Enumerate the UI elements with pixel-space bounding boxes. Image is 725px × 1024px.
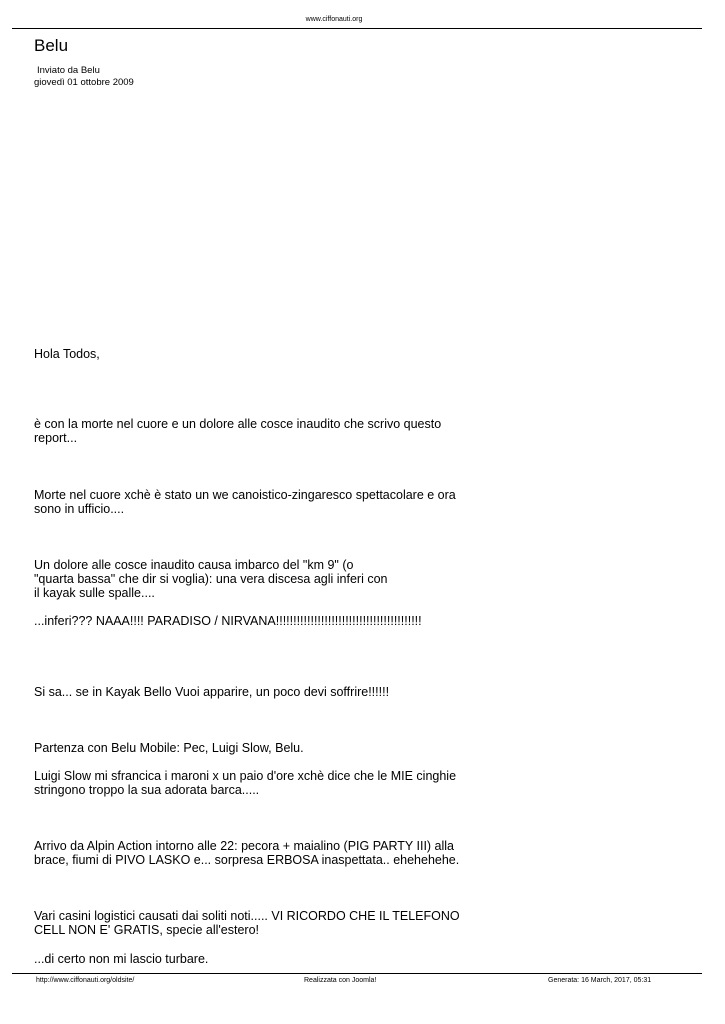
paragraph-morte: Morte nel cuore xchè è stato un we canoistico-zingaresco spettacolare e ora sono in ufficio.... bbox=[34, 488, 456, 516]
footer-generated: Generata: 16 March, 2017, 05:31 bbox=[548, 977, 652, 984]
header-divider bbox=[12, 28, 702, 29]
footer-url: http://www.ciffonauti.org/oldsite/ bbox=[36, 977, 135, 984]
paragraph-casini: Vari casini logistici causati dai soliti noti..... VI RICORDO CHE IL TELEFONO CELL NON E' GRATIS, specie all'estero! bbox=[34, 909, 460, 937]
paragraph-dolore: Un dolore alle cosce inaudito causa imbarco del "km 9" (o "quarta bassa" che dir si voglia): una vera discesa agli inferi con il kayak sulle spalle.... bbox=[34, 558, 388, 600]
date-line: giovedì 01 ottobre 2009 bbox=[34, 77, 134, 88]
paragraph-luigi: Luigi Slow mi sfrancica i maroni x un paio d'ore xchè dice che le MIE cinghie stringono troppo la sua adorata barca..... bbox=[34, 769, 457, 797]
paragraph-turbare: ...di certo non mi lascio turbare. bbox=[34, 952, 209, 966]
footer-divider bbox=[12, 973, 702, 974]
paragraph-kayak: Si sa... se in Kayak Bello Vuoi apparire, un poco devi soffrire!!!!!! bbox=[34, 685, 390, 699]
paragraph-intro: è con la morte nel cuore e un dolore alle cosce inaudito che scrivo questo report... bbox=[34, 417, 442, 445]
footer-powered-by: Realizzata con Joomla! bbox=[304, 977, 377, 984]
paragraph-arrivo: Arrivo da Alpin Action intorno alle 22: pecora + maialino (PIG PARTY III) alla brace, fiumi di PIVO LASKO e... sorpresa ERBOSA inaspettata.. ehehehehe. bbox=[34, 839, 460, 867]
paragraph-greeting: Hola Todos, bbox=[34, 347, 100, 361]
site-url: www.ciffonauti.org bbox=[305, 16, 363, 23]
paragraph-partenza: Partenza con Belu Mobile: Pec, Luigi Slow, Belu. bbox=[34, 741, 304, 755]
paragraph-inferi: ...inferi??? NAAA!!!! PARADISO / NIRVANA!!!!!!!!!!!!!!!!!!!!!!!!!!!!!!!!!!!!!!!!!! bbox=[34, 614, 422, 628]
author-line: Inviato da Belu bbox=[37, 65, 100, 76]
article-title: Belu bbox=[34, 36, 69, 55]
